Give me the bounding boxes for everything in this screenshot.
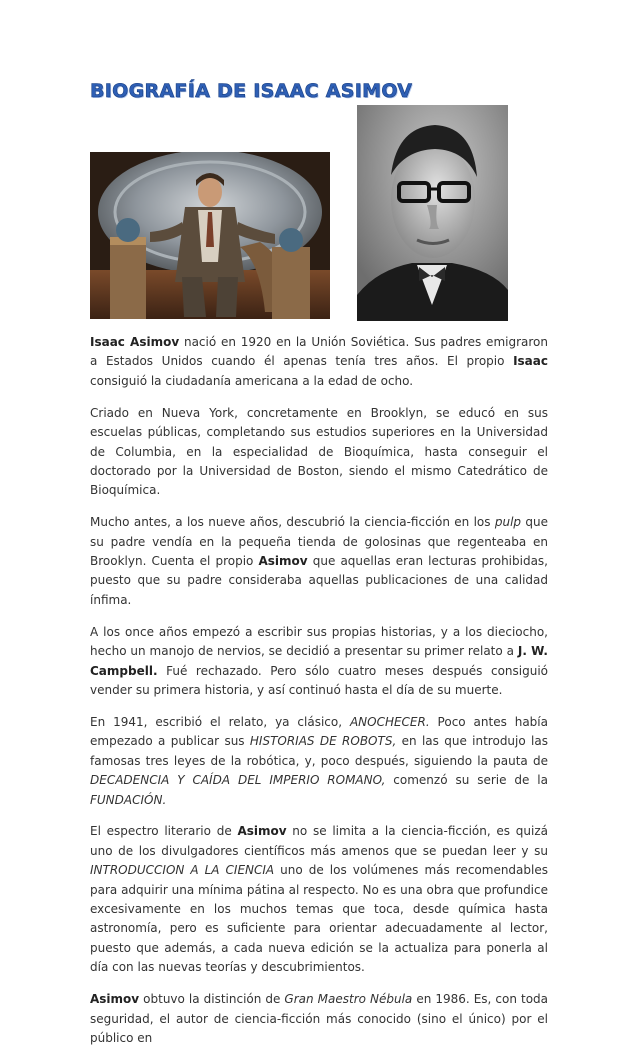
- biography-body: [90, 333, 548, 1048]
- bold-name: Isaac Asimov: [90, 335, 180, 349]
- italic-title: Gran Maestro Nébula: [284, 992, 413, 1007]
- text-span: no se limita a la ciencia-ficción, es quizá uno de los divulgadores científicos más amenos que se puedan leer y su: [90, 824, 548, 858]
- bold-name: Asimov: [258, 554, 308, 569]
- text-span: Poco antes había empezado a publicar sus: [90, 714, 548, 749]
- asimov-portrait-photo: [357, 105, 508, 321]
- paragraph-4: [90, 623, 548, 701]
- italic-term: pulp: [494, 515, 522, 530]
- bold-name: Asimov: [237, 824, 287, 839]
- paragraph-7: [90, 990, 548, 1048]
- text-span: comenzó su serie de la: [385, 773, 548, 788]
- text-span: Mucho antes, a los nueve años, descubrió la ciencia-ficción en los: [90, 515, 495, 530]
- text-span: consiguió la ciudadanía americana a la edad de ocho.: [90, 373, 414, 388]
- text-span: que aquellas eran lecturas prohibidas, puesto que su padre consideraba aquellas publicaciones de una calidad ínfima.: [90, 554, 548, 607]
- page-title: BIOGRAFÍA DE ISAAC ASIMOV: [90, 80, 413, 102]
- bold-name: Isaac: [513, 354, 548, 369]
- text-span: que su padre vendía en la pequeña tienda de golosinas que regenteaba en Brooklyn. Cuenta el propio: [90, 515, 548, 569]
- paragraph-2: Criado en Nueva York, concretamente en Brooklyn, se educó en sus escuelas públicas, completando sus estudios superiores en la Universidad de Columbia, en la especialidad de Bioquímica, hasta conseguir el doctorado por la Universidad de Boston, siendo el mismo Catedrático de Bioquímica.: [90, 405, 548, 498]
- text-span: Fué rechazado. Pero sólo cuatro meses después consiguió vender su primera historia, y así continuó hasta el día de su muerte.: [90, 663, 548, 697]
- text-span: en 1986. Es, con toda seguridad, el autor de ciencia-ficción más conocido (sino el único) por el público en: [90, 992, 548, 1045]
- text-span: El espectro literario de: [90, 824, 238, 839]
- bold-name: Asimov: [90, 992, 140, 1007]
- italic-title: DECADENCIA Y CAÍDA DEL IMPERIO ROMANO,: [90, 773, 386, 788]
- text-span: A los once años empezó a escribir sus propias historias, y a los dieciocho, hecho un manojo de nervios, se decidió a presentar su primer relato a: [90, 624, 548, 659]
- italic-title: INTRODUCCION A LA CIENCIA: [90, 863, 275, 878]
- paragraph-3: [90, 513, 548, 610]
- italic-title: FUNDACIÓN.: [90, 792, 167, 807]
- asimov-throne-photo: [90, 152, 330, 319]
- bold-name: J. W. Campbell.: [90, 644, 548, 678]
- italic-title: ANOCHECER.: [349, 714, 430, 729]
- text-span: obtuvo la distinción de: [139, 992, 285, 1007]
- paragraph-1: [90, 333, 548, 391]
- text-span: En 1941, escribió el relato, ya clásico,: [90, 714, 350, 729]
- text-span: nació en 1920 en la Unión Soviética. Sus padres emigraron a Estados Unidos cuando él apenas tenía tres años. El propio: [90, 335, 548, 369]
- paragraph-6: [90, 822, 548, 977]
- italic-title: HISTORIAS DE ROBOTS,: [249, 734, 397, 749]
- text-span: en las que introdujo las famosas tres leyes de la robótica, y, poco después, siguiendo la pauta de: [90, 734, 548, 768]
- text-span: uno de los volúmenes más recomendables para adquirir una mínima pátina al respecto. No es una obra que profundice excesivamente en los muchos temas que toca, desde química hasta astronomía, pero es suficiente para orientar adecuadamente al lector, puesto que además, a cada nueva edición se la actualiza para ponerla al día con las nuevas teorías y descubrimientos.: [90, 863, 548, 975]
- paragraph-5: [90, 713, 548, 810]
